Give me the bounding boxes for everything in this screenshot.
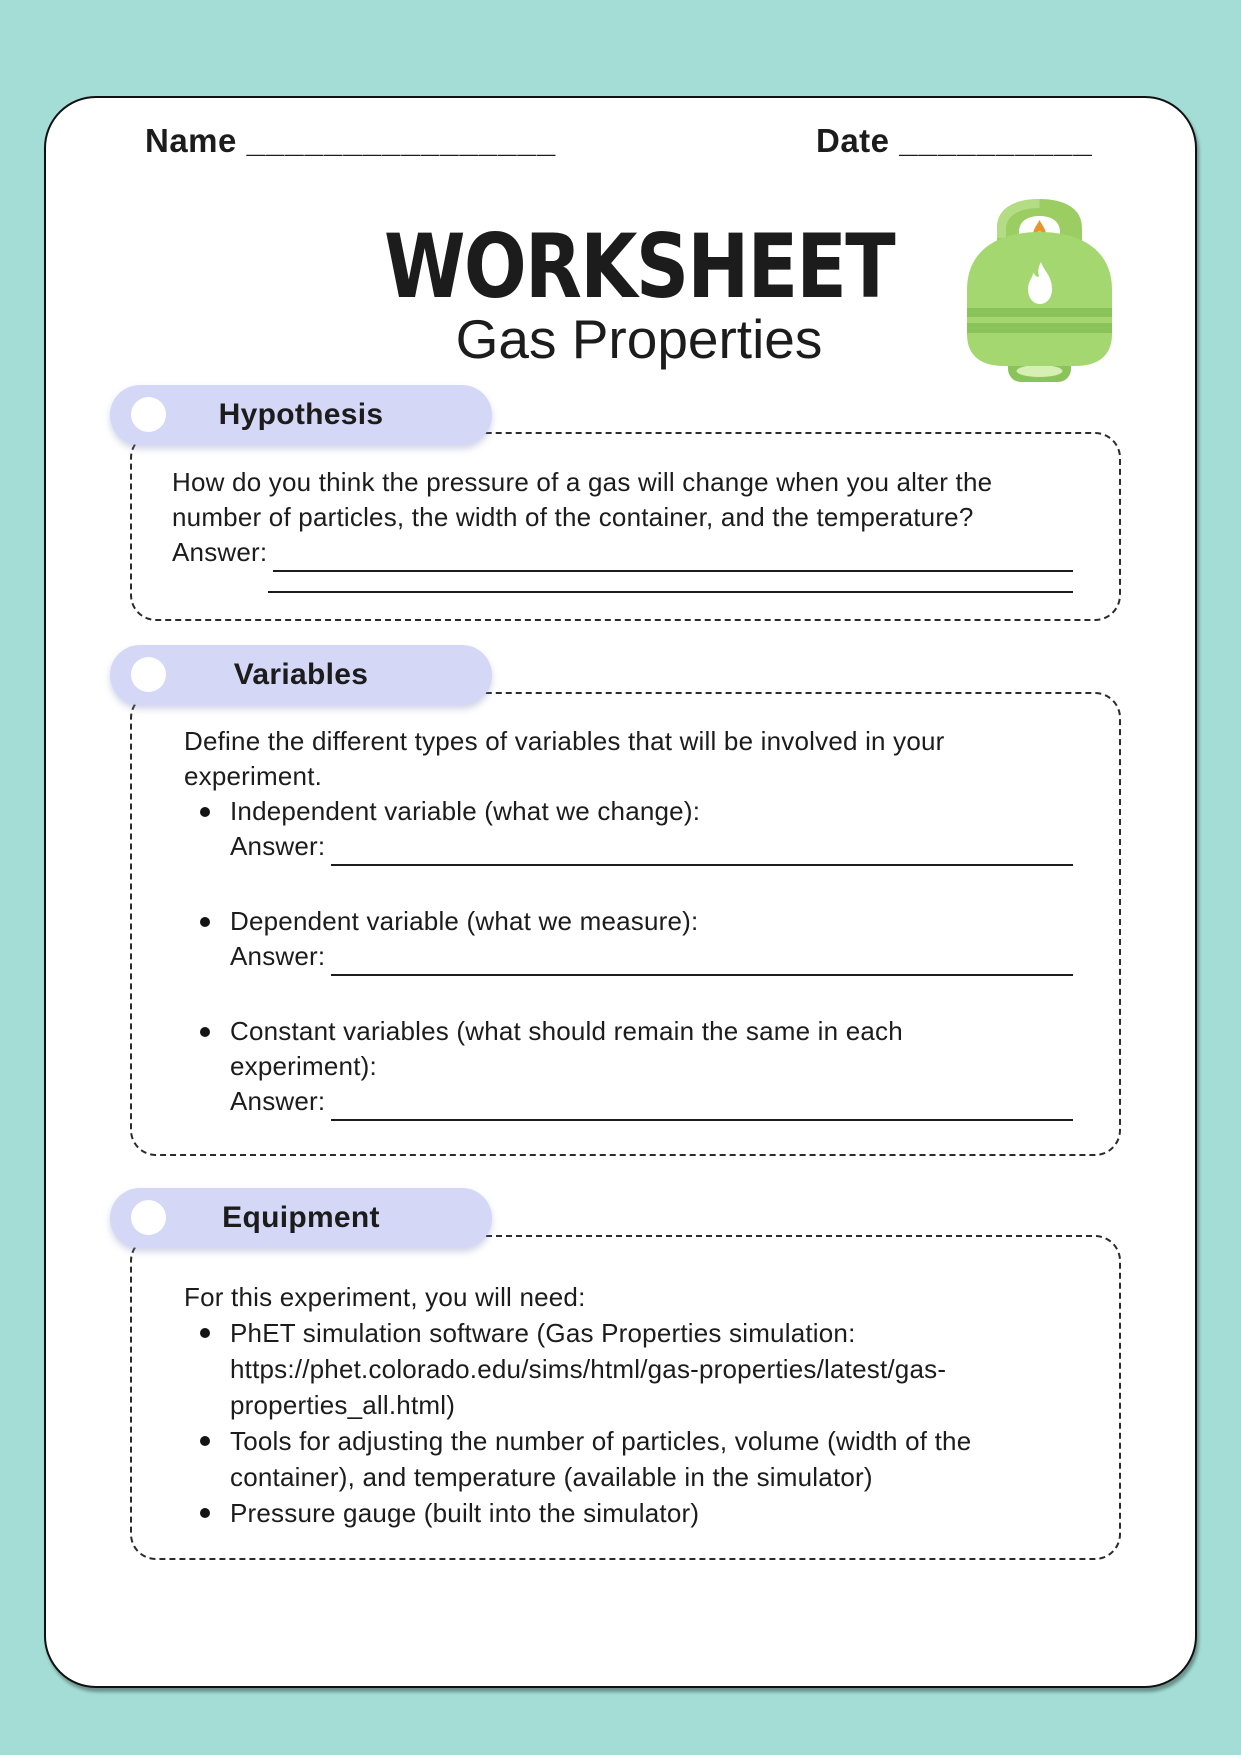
section-title: Hypothesis bbox=[218, 398, 384, 431]
question-line: number of particles, the width of the container, and the temperature? bbox=[172, 502, 974, 532]
item-label: PhET simulation software (Gas Properties simulation: bbox=[230, 1318, 856, 1348]
answer-row bbox=[230, 829, 1073, 866]
variable-item-independent bbox=[184, 794, 1073, 866]
item-label: Tools for adjusting the number of particles, volume (width of the bbox=[230, 1426, 972, 1456]
bullet-row bbox=[184, 1014, 1073, 1121]
answer-label: Answer: bbox=[230, 831, 326, 861]
intro-line: For this experiment, you will need: bbox=[184, 1282, 586, 1312]
answer-blank-line bbox=[273, 535, 1073, 572]
section-variables bbox=[46, 645, 1195, 1156]
page-subtitle: Gas Properties bbox=[455, 308, 823, 370]
bullet-body bbox=[230, 904, 1073, 976]
equipment-item-gauge bbox=[184, 1495, 1073, 1531]
hypothesis-box bbox=[130, 432, 1121, 621]
bullet-dot bbox=[200, 1508, 210, 1518]
intro-line: experiment. bbox=[184, 761, 323, 791]
section-header-hypothesis bbox=[110, 385, 492, 445]
section-header-equipment bbox=[110, 1188, 492, 1248]
equipment-item-tools bbox=[184, 1423, 1073, 1495]
bullet-dot bbox=[200, 807, 210, 817]
bullet-dot bbox=[200, 1436, 210, 1446]
answer-label: Answer: bbox=[172, 537, 268, 567]
item-label: Independent variable (what we change): bbox=[230, 796, 701, 826]
variable-item-dependent bbox=[184, 904, 1073, 976]
item-url-line: properties_all.html) bbox=[230, 1390, 456, 1420]
variables-box bbox=[130, 692, 1121, 1156]
bullet-row bbox=[184, 794, 1073, 866]
intro-line: Define the different types of variables that will be involved in your bbox=[184, 726, 945, 756]
answer-blank-line bbox=[331, 829, 1073, 866]
answer-row bbox=[172, 535, 1073, 572]
date-label: Date bbox=[816, 122, 890, 159]
item-url-line: https://phet.colorado.edu/sims/html/gas-properties/latest/gas- bbox=[230, 1354, 947, 1384]
bullet-body bbox=[230, 1014, 1073, 1121]
date-blank-line: __________ bbox=[899, 122, 1093, 159]
item-label: Dependent variable (what we measure): bbox=[230, 906, 699, 936]
worksheet-card bbox=[44, 96, 1197, 1688]
bullet-body bbox=[230, 1423, 1073, 1495]
sections bbox=[46, 98, 1195, 1560]
question-line: How do you think the pressure of a gas will change when you alter the bbox=[172, 467, 993, 497]
name-label: Name bbox=[145, 122, 237, 159]
bullet-body bbox=[230, 1495, 1073, 1531]
bullet-body bbox=[230, 1315, 1073, 1423]
answer-blank-line bbox=[268, 572, 1073, 593]
item-label: Pressure gauge (built into the simulator) bbox=[230, 1498, 700, 1528]
section-title: Variables bbox=[233, 658, 369, 691]
name-blank-line: ________________ bbox=[246, 122, 557, 159]
pill-circle-decoration bbox=[131, 1200, 166, 1235]
item-label: experiment): bbox=[230, 1051, 377, 1081]
section-header-variables bbox=[110, 645, 492, 705]
answer-blank-line bbox=[331, 1084, 1073, 1121]
bullet-body bbox=[230, 794, 1073, 866]
pill-circle-decoration bbox=[131, 397, 166, 432]
answer-label: Answer: bbox=[230, 941, 326, 971]
page-title: WORKSHEET bbox=[384, 215, 894, 318]
equipment-item-phet bbox=[184, 1315, 1073, 1423]
section-title: Equipment bbox=[222, 1201, 380, 1234]
answer-row bbox=[230, 939, 1073, 976]
bullet-row bbox=[184, 1495, 1073, 1531]
bullet-row bbox=[184, 1423, 1073, 1495]
bullet-dot bbox=[200, 917, 210, 927]
section-equipment bbox=[46, 1188, 1195, 1560]
item-label: Constant variables (what should remain the same in each bbox=[230, 1016, 903, 1046]
item-label: container), and temperature (available in the simulator) bbox=[230, 1462, 873, 1492]
answer-blank-line bbox=[331, 939, 1073, 976]
variable-item-constant bbox=[184, 1014, 1073, 1121]
bullet-row bbox=[184, 1315, 1073, 1423]
bullet-row bbox=[184, 904, 1073, 976]
bullet-dot bbox=[200, 1027, 210, 1037]
equipment-box bbox=[130, 1235, 1121, 1560]
bullet-dot bbox=[200, 1328, 210, 1338]
answer-label: Answer: bbox=[230, 1086, 326, 1116]
section-hypothesis bbox=[46, 385, 1195, 621]
answer-row bbox=[230, 1084, 1073, 1121]
pill-circle-decoration bbox=[131, 657, 166, 692]
